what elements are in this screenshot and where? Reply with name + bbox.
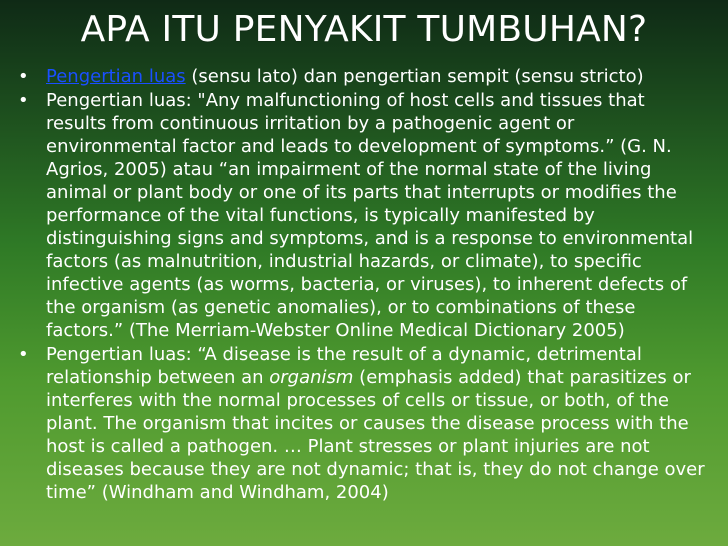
definition-link[interactable]: Pengertian luas (46, 66, 186, 87)
slide-content (18, 65, 710, 505)
bullet-text: Pengertian luas: "Any malfunctioning of host cells and tissues that results from continuous irritation by a pathogenic agent or environmental factor and leads to development of symptoms.” (G. N. Agrios, 2005) atau “an impairment of the normal state of the living animal or plant body or one of its parts that interrupts or modifies the performance of the vital functions, is typically manifested by distinguishing signs and symptoms, and is a response to environmental factors (as malnutrition, industrial hazards, or climate), to specific infective agents (as worms, bacteria, or viruses), to inherent defects of the organism (as genetic anomalies), or to combinations of these factors.” (The Merriam-Webster Online Medical Dictionary 2005) (46, 90, 694, 341)
bullet-item (18, 343, 710, 504)
bullet-dot: • (18, 90, 29, 111)
bullet-item (18, 89, 710, 342)
bullet-dot: • (18, 344, 29, 365)
bullet-text-part: Pengertian luas: “A disease is the result of a dynamic, detrimental relationship between an (46, 344, 642, 388)
bullet-text (46, 65, 710, 88)
bullet-dot: • (18, 66, 29, 87)
bullet-text-part: (emphasis added) that parasitizes or interferes with the normal processes of cells or tissue, or both, of the plant. The organism that incites or causes the disease process with the host is called a pathogen. … Plant stresses or plant injuries are not diseases because they are not dynamic; that is, they do not change over time” (Windham and Windham, 2004) (46, 367, 705, 503)
bullet-item (18, 65, 710, 88)
slide-title: APA ITU PENYAKIT TUMBUHAN? (80, 9, 648, 50)
emphasized-word: organism (269, 367, 354, 388)
bullet-text (46, 343, 710, 504)
bullet-text-tail: (sensu lato) dan pengertian sempit (sensu stricto) (185, 66, 644, 87)
